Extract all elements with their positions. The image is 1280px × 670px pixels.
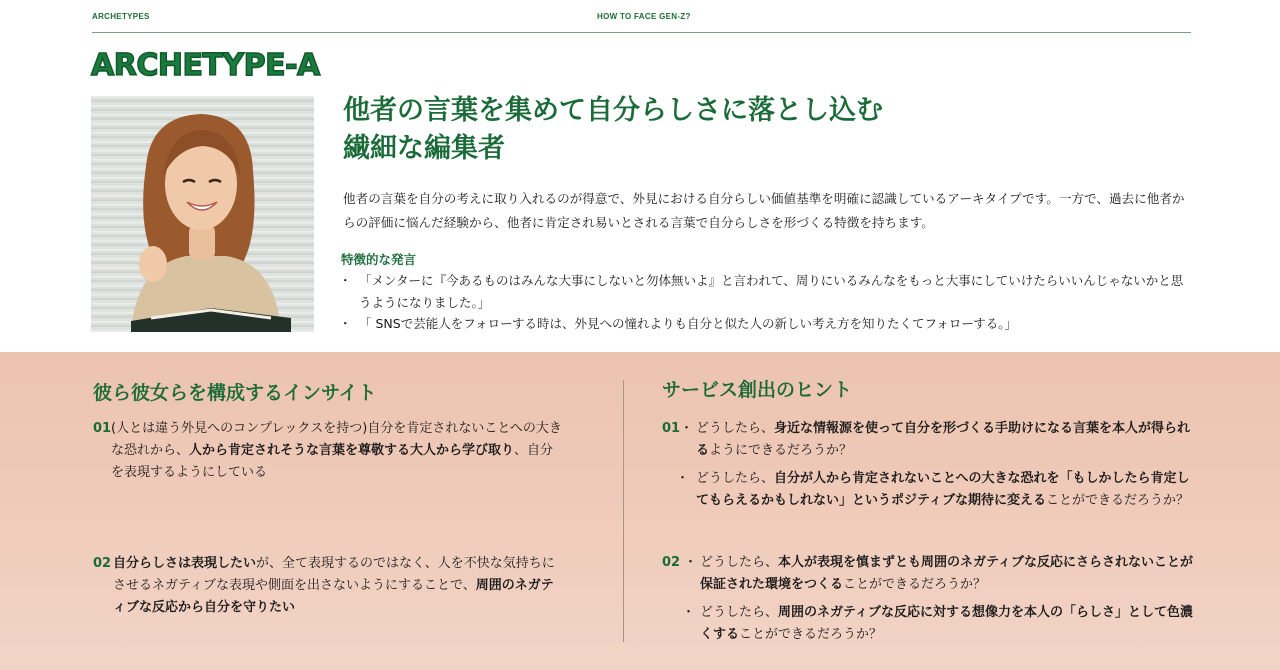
hint-text-bold: 本人が表現を慎まずとも周囲のネガティブな反応にさらされないことが保証された環境をつくる <box>700 555 1193 592</box>
insight-text-mid: が、全て表現するのではなく、人を不快な気持ちにさせるネガティブな表現や側面を出さないようにすることで、 <box>113 556 555 593</box>
insight-text-bold: 周囲のネガティブな反応から自分を守りたい <box>113 578 554 615</box>
hints-title: サービス創出のヒント <box>662 379 853 401</box>
hint-text-pre: どうしたら、 <box>696 471 775 486</box>
insights-title: 彼ら彼女らを構成するインサイト <box>93 382 377 404</box>
section-label-how-to-face[interactable]: HOW TO FACE GEN-Z? <box>597 12 691 21</box>
hint-text <box>682 602 1202 646</box>
hint-text-pre: どうしたら、 <box>700 605 779 620</box>
bullet-dot: ・ <box>680 421 694 436</box>
archetype-title: ARCHETYPE-A <box>91 48 320 83</box>
insight-number: 02 <box>93 556 112 571</box>
hint-text-post: ようにできるだろうか？ <box>709 443 853 458</box>
insight-number: 01 <box>93 421 112 436</box>
portrait-illustration <box>91 96 314 332</box>
top-header-bar <box>92 0 1191 33</box>
quotes-label: 特徴的な発言 <box>341 252 417 267</box>
portrait-photo <box>91 96 314 332</box>
hint-number: 02 <box>662 555 681 570</box>
insight-text <box>93 553 563 619</box>
hint-text-post: ことができるだろうか？ <box>1045 493 1189 508</box>
headline-line-2: 繊細な編集者 <box>343 133 505 164</box>
insight-text-bold: 人から肯定されそうな言葉を尊敬する大人から学び取り <box>189 443 515 458</box>
hint-text <box>662 552 1202 596</box>
insight-text-pre: (人とは違う外見へのコンプレックスを持つ)自分を肯定されないことへの大きな恐れから、 <box>111 421 562 458</box>
insight-text-post: 、自分を表現するようにしている <box>111 443 554 480</box>
insight-item-02 <box>93 553 563 619</box>
hint-item-02b <box>682 602 1202 646</box>
hint-item-02a <box>662 552 1202 596</box>
headline-line-1: 他者の言葉を集めて自分らしさに落とし込む <box>343 95 883 126</box>
archetype-headline <box>343 92 1183 168</box>
insight-text-bold: 自分らしさは表現したい <box>113 556 257 571</box>
hint-item-01a <box>662 418 1202 462</box>
bullet-dot: ・ <box>682 605 696 620</box>
hint-text <box>662 418 1202 462</box>
quote-item: ・ 「メンターに『今あるものはみんな大事にしないと勿体無いよ』と言われて、周りにいるみんなをもっと大事にしていけたらいいんじゃないかと思うようになりました。」 <box>343 270 1195 313</box>
section-label-archetypes[interactable]: ARCHETYPES <box>92 12 150 21</box>
archetype-description: 他者の言葉を自分の考えに取り入れるのが得意で、外見における自分らしい価値基準を明確に認識しているアーキタイプです。一方で、過去に他者からの評価に悩んだ経験から、他者に肯定され易いとされる言葉で自分らしさを形づくる特徴を持ちます。 <box>343 191 1185 230</box>
hint-text <box>676 468 1202 512</box>
hint-text-post: ことができるだろうか？ <box>843 577 987 592</box>
bullet-dot: ・ <box>676 471 690 486</box>
hint-text-bold: 自分が人から肯定されないことへの大きな恐れを「もしかしたら肯定してもらえるかもしれない」というポジティブな期待に変える <box>696 471 1190 508</box>
hint-item-01b <box>676 468 1202 512</box>
hint-text-pre: どうしたら、 <box>700 555 779 570</box>
hint-number: 01 <box>662 421 681 436</box>
blind-slat <box>91 96 314 102</box>
hint-text-post: ことができるだろうか？ <box>739 627 883 642</box>
hint-text-bold: 周囲のネガティブな反応に対する想像力を本人の「らしさ」として色濃くする <box>700 605 1193 642</box>
blind-slat <box>91 105 314 111</box>
quote-item: ・ 「 SNSで芸能人をフォローする時は、外見への憧れよりも自分と似た人の新しい考え方を知りたくてフォローする。」 <box>343 313 1195 335</box>
column-divider <box>623 380 624 642</box>
quotes-list <box>343 270 1195 335</box>
hint-text-pre: どうしたら、 <box>696 421 775 436</box>
insight-text <box>93 418 563 484</box>
bullet-dot: ・ <box>684 555 698 570</box>
insight-item-01 <box>93 418 563 484</box>
hint-text-bold: 身近な情報源を使って自分を形づくる手助けになる言葉を本人が得られる <box>696 421 1191 458</box>
